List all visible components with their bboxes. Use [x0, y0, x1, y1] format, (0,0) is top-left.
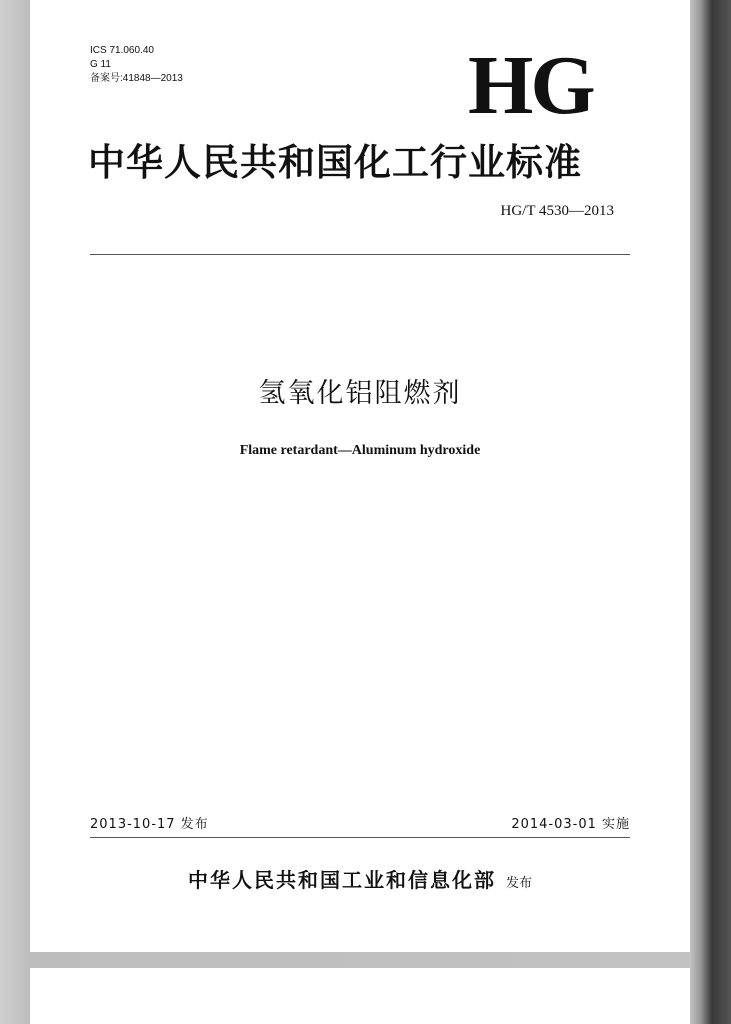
implementation-date: 2014-03-01 实施	[511, 817, 630, 832]
header-divider	[90, 254, 630, 255]
standard-number: HG/T 4530—2013	[500, 203, 614, 219]
footer-divider	[90, 837, 630, 838]
standard-category-title: 中华人民共和国化工行业标准	[88, 140, 582, 184]
next-page	[30, 968, 690, 1024]
document-title-en: Flame retardant—Aluminum hydroxide	[239, 443, 481, 458]
record-number: 备案号:41848—2013	[90, 73, 183, 84]
document-title-zh: 氢氧化铝阻燃剂	[258, 378, 462, 409]
issue-date: 2013-10-17 发布	[90, 817, 209, 832]
ccs-code: G 11	[90, 59, 111, 70]
publisher-line	[30, 866, 690, 898]
ics-code: ICS 71.060.40	[90, 45, 154, 56]
publisher-name: 中华人民共和国工业和信息化部	[187, 868, 496, 892]
hg-logo: HG	[468, 39, 593, 132]
classification-block	[90, 44, 183, 86]
publisher-action: 发布	[505, 876, 532, 891]
document-page	[30, 0, 690, 952]
